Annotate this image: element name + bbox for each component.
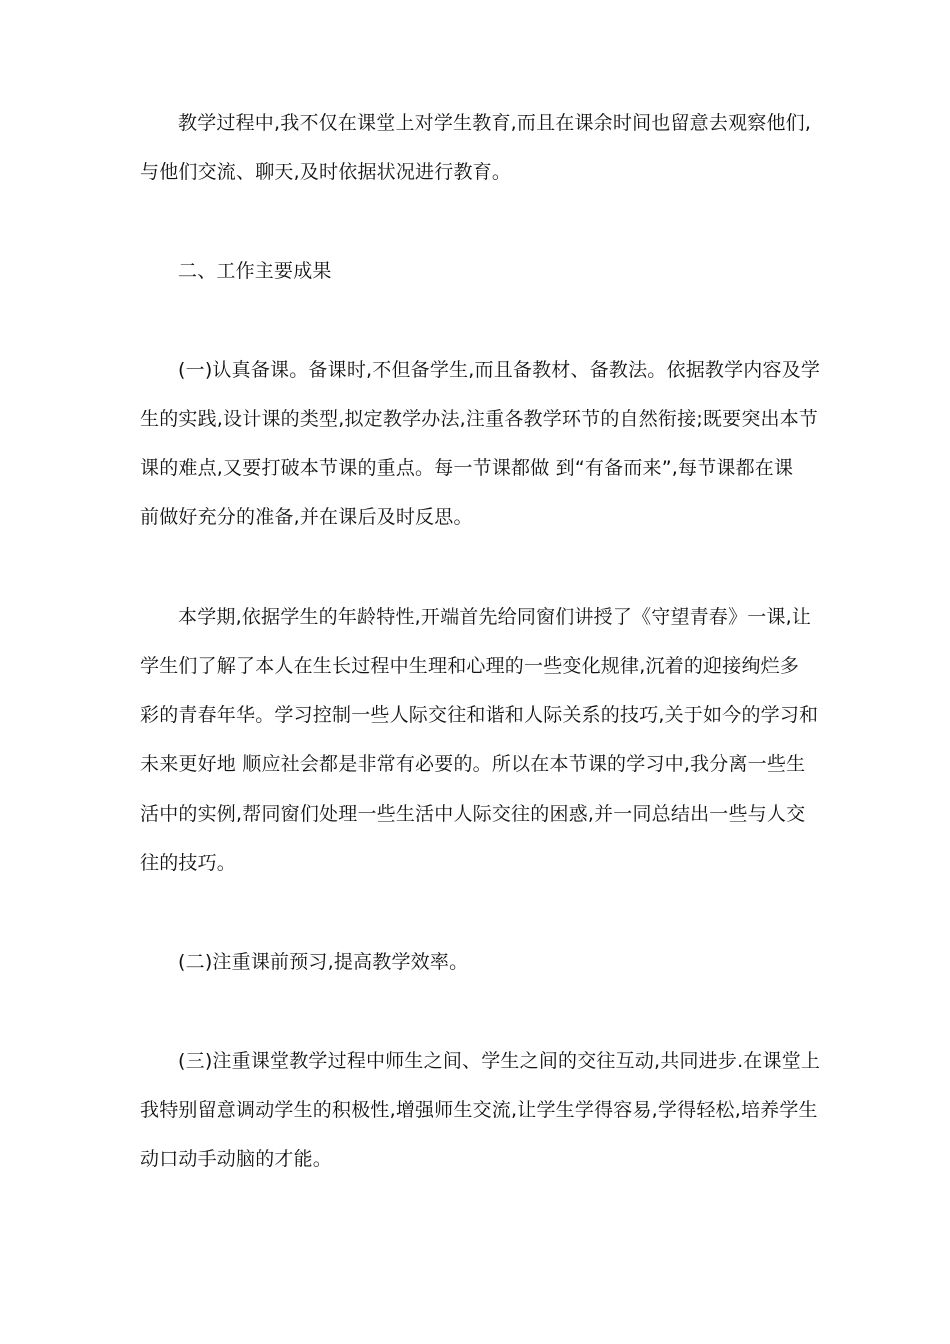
paragraph-5-line-1: (二)注重课前预习,提高教学效率。 xyxy=(178,951,469,973)
paragraph-3-line-2: 生的实践,设计课的类型,拟定教学办法,注重各教学环节的自然衔接;既要突出本节 xyxy=(140,408,819,430)
paragraph-4-line-3: 彩的青春年华。学习控制一些人际交往和谐和人际关系的技巧,关于如今的学习和 xyxy=(140,704,819,726)
paragraph-3-line-1: (一)认真备课。备课时,不但备学生,而且备教材、备教法。依据教学内容及学 xyxy=(178,359,821,381)
paragraph-4-line-4: 未来更好地 顺应社会都是非常有必要的。所以在本节课的学习中,我分离一些生 xyxy=(140,753,806,775)
paragraph-3-line-3: 课的难点,又要打破本节课的重点。每一节课都做 到“有备而来”,每节课都在课 xyxy=(140,457,794,479)
paragraph-4-line-2: 学生们了解了本人在生长过程中生理和心理的一些变化规律,沉着的迎接绚烂多 xyxy=(140,655,800,677)
paragraph-6-line-3: 动口动手动脑的才能。 xyxy=(140,1148,333,1170)
paragraph-6-line-2: 我特别留意调动学生的积极性,增强师生交流,让学生学得容易,学得轻松,培养学生 xyxy=(140,1099,818,1121)
paragraph-4-line-1: 本学期,依据学生的年龄特性,开端首先给同窗们讲授了《守望青春》一课,让 xyxy=(178,606,812,628)
paragraph-1-line-1: 教学过程中,我不仅在课堂上对学生教育,而且在课余时间也留意去观察他们, xyxy=(178,112,812,134)
paragraph-3-line-4: 前做好充分的准备,并在课后及时反思。 xyxy=(140,506,473,528)
paragraph-1-line-2: 与他们交流、聊天,及时依据状况进行教育。 xyxy=(140,161,512,183)
paragraph-4-line-5: 活中的实例,帮同窗们处理一些生活中人际交往的困惑,并一同总结出一些与人交 xyxy=(140,803,806,825)
paragraph-6-line-1: (三)注重课堂教学过程中师生之间、学生之间的交往互动,共同进步.在课堂上 xyxy=(178,1050,821,1072)
section-heading: 二、工作主要成果 xyxy=(178,260,332,282)
paragraph-4-line-6: 往的技巧。 xyxy=(140,852,237,874)
